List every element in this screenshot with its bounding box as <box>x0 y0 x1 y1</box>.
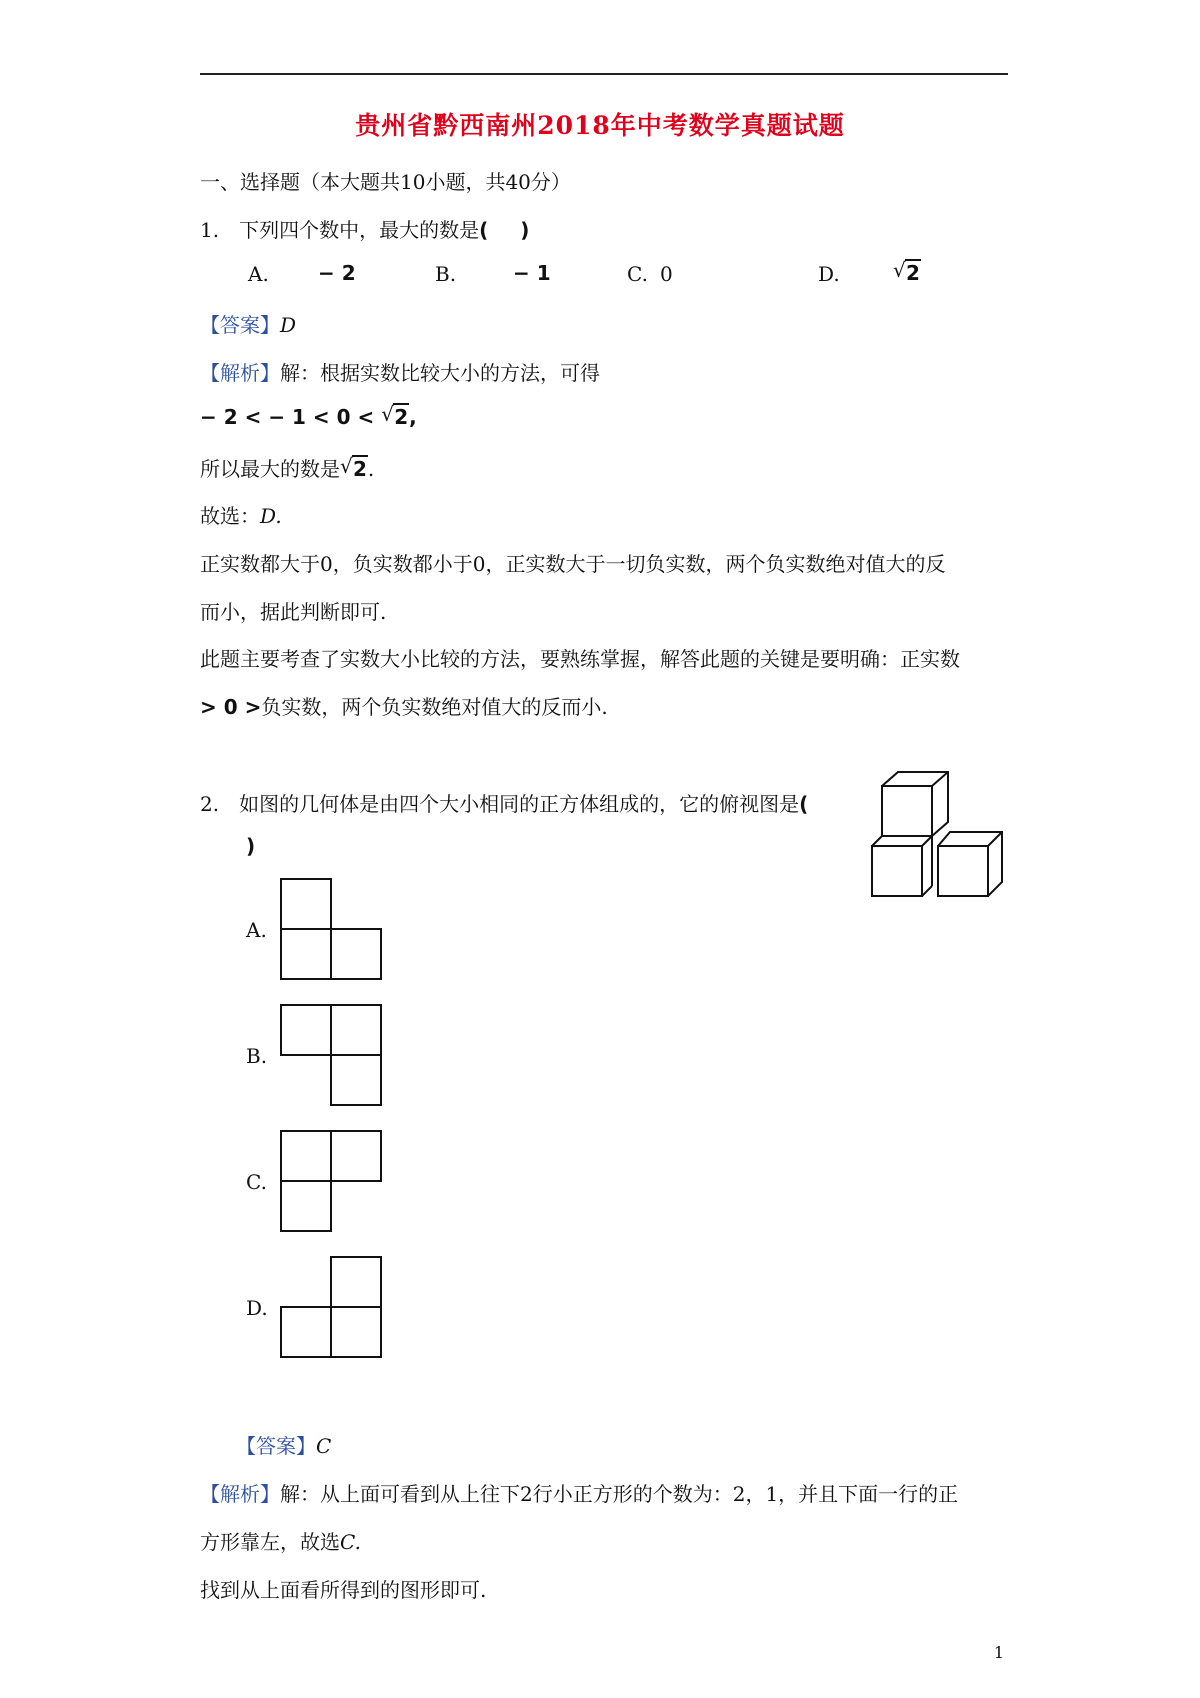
q2-option-b-letter: B. <box>246 1044 268 1068</box>
document-title: 贵州省黔西南州2018年中考数学真题试题 <box>355 111 845 140</box>
q2-option-a-letter: A. <box>246 918 267 942</box>
q1-analysis-line-1 <box>200 357 600 386</box>
sqrt-radicand: 2 <box>353 457 367 481</box>
header-rule <box>200 73 1008 75</box>
inequality-text: > 0 > <box>200 695 262 719</box>
page-number: 1 <box>993 1643 1004 1662</box>
answer-tag: 【答案】 <box>200 313 280 337</box>
q1-analysis-line-5: 正实数都大于0，负实数都小于0，正实数大于一切负实数，两个负实数绝对值大的反 <box>200 552 946 576</box>
q1-option-b-value: − 1 <box>513 261 551 285</box>
q1-option-d-value: √ 2 <box>893 258 920 285</box>
choice-letter: D. <box>260 504 282 528</box>
analysis-tag: 【解析】 <box>200 1482 280 1506</box>
section-heading: 一、选择题（本大题共10小题，共40分） <box>200 170 571 194</box>
q1-paren-close: ) <box>520 218 530 242</box>
q2-paren-close: ) <box>246 834 256 858</box>
q2-option-c-figure <box>280 1130 384 1234</box>
answer-letter: D <box>280 313 297 337</box>
analysis-text: 负实数，两个负实数绝对值大的反而小. <box>261 695 608 719</box>
q1-option-a-value: − 2 <box>318 261 356 285</box>
analysis-tag: 【解析】 <box>200 361 280 385</box>
q2-stem <box>200 788 808 817</box>
q1-option-c-letter: C. <box>627 262 648 286</box>
analysis-text: 所以最大的数是 <box>200 457 340 481</box>
q2-stem-text: 2. 如图的几何体是由四个大小相同的正方体组成的，它的俯视图是 <box>200 792 800 816</box>
sqrt-radicand: 2 <box>394 405 409 429</box>
sqrt-radicand: 2 <box>906 261 920 285</box>
q1-paren-open: ( <box>479 218 489 242</box>
q1-option-a-letter: A. <box>248 262 269 286</box>
inequality-text: − 2 < − 1 < 0 < <box>200 405 375 429</box>
q1-stem <box>200 214 529 243</box>
q1-option-b-letter: B. <box>435 262 457 286</box>
q1-option-d-letter: D. <box>818 262 840 286</box>
q1-analysis-line-3: 所以最大的数是 √ 2. <box>200 454 375 481</box>
q1-analysis-line-8 <box>200 691 608 720</box>
q1-option-c-value: 0 <box>660 262 673 286</box>
answer-letter: C <box>316 1434 332 1458</box>
analysis-text: 解：根据实数比较大小的方法，可得 <box>280 361 600 385</box>
analysis-period: . <box>367 457 375 481</box>
answer-tag: 【答案】 <box>236 1434 316 1458</box>
q2-option-c-letter: C. <box>246 1170 267 1194</box>
q1-inequality: − 2 < − 1 < 0 < √ 2, <box>200 402 417 429</box>
q2-paren-open: ( <box>799 792 809 816</box>
q2-option-b-figure <box>280 1004 384 1108</box>
q2-option-a-figure <box>280 878 384 982</box>
q2-analysis-line-3: 找到从上面看所得到的图形即可. <box>200 1578 487 1602</box>
inequality-comma: , <box>409 405 417 429</box>
q1-answer <box>200 309 296 338</box>
q2-analysis-line-2 <box>200 1526 361 1555</box>
q2-option-d-letter: D. <box>246 1296 268 1320</box>
q2-option-d-figure <box>280 1256 384 1360</box>
analysis-text: 故选： <box>200 504 260 528</box>
q2-answer <box>236 1430 331 1459</box>
choice-letter: C. <box>340 1530 361 1554</box>
q1-analysis-line-4 <box>200 500 282 529</box>
q1-analysis-line-6: 而小，据此判断即可. <box>200 600 387 624</box>
q1-stem-text: 1. 下列四个数中，最大的数是 <box>200 218 480 242</box>
q2-analysis-line-1 <box>200 1478 958 1507</box>
cube-solid-figure <box>868 768 1008 903</box>
analysis-text: 解：从上面可看到从上往下2行小正方形的个数为：2，1，并且下面一行的正 <box>280 1482 959 1506</box>
analysis-text: 方形靠左，故选 <box>200 1530 340 1554</box>
q1-analysis-line-7: 此题主要考查了实数大小比较的方法，要熟练掌握，解答此题的关键是要明确：正实数 <box>200 647 960 671</box>
